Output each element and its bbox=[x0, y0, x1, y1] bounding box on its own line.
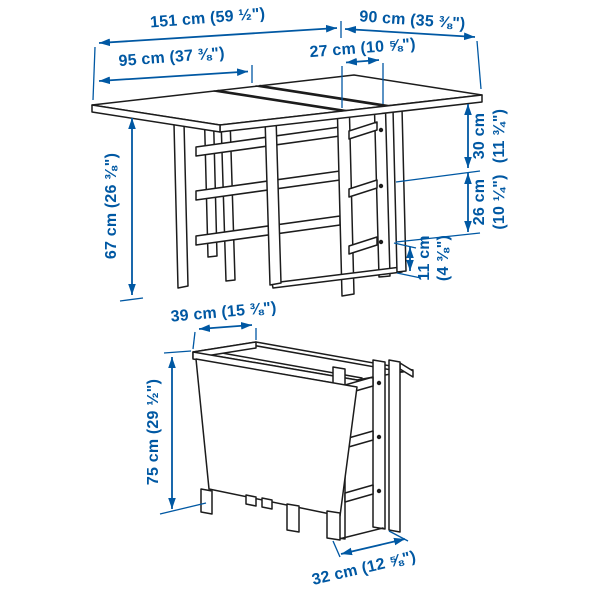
witness-line bbox=[164, 351, 191, 353]
dimension-label-30-line1: 30 cm bbox=[471, 112, 488, 160]
witness-line bbox=[160, 503, 206, 514]
extended-table-view bbox=[92, 6, 508, 301]
gate-leg bbox=[393, 108, 406, 272]
screw-dot bbox=[379, 184, 383, 188]
dimension-line-151 bbox=[99, 28, 337, 43]
dimension-label-39: 39 cm (15 ⅜") bbox=[169, 299, 278, 326]
dimension-label-90: 90 cm (35 ⅜") bbox=[358, 8, 466, 33]
witness-line bbox=[120, 298, 143, 301]
dimension-label-151: 151 cm (59 ½") bbox=[149, 5, 266, 32]
dimension-label-27: 27 cm (10 ⅝") bbox=[309, 35, 417, 62]
table-leg bbox=[201, 489, 212, 514]
screw-dot bbox=[377, 435, 381, 439]
table-leg bbox=[373, 360, 385, 529]
folded-table-drawing bbox=[193, 342, 413, 540]
dimension-label-95: 95 cm (37 ⅜") bbox=[118, 44, 226, 71]
folded-table-view bbox=[145, 299, 418, 588]
witness-line bbox=[389, 531, 408, 541]
folded-front-leaf bbox=[196, 359, 357, 516]
dimension-label-75: 75 cm (29 ½") bbox=[145, 378, 162, 486]
extended-table-dimensions bbox=[93, 6, 508, 301]
screw-dot bbox=[377, 381, 381, 385]
dimension-label-11-line1: 11 cm bbox=[416, 235, 433, 281]
screw-dot bbox=[377, 489, 381, 493]
dimension-line-27 bbox=[346, 60, 379, 63]
table-leg bbox=[327, 511, 340, 540]
witness-line bbox=[477, 41, 481, 89]
screw-dot bbox=[379, 128, 383, 132]
hinge-tab bbox=[246, 495, 256, 506]
dimension-label-30-line2: (11 ¾") bbox=[491, 108, 508, 164]
witness-line bbox=[333, 541, 340, 557]
gate-leg bbox=[174, 123, 188, 288]
dimension-label-26-line1: 26 cm bbox=[471, 178, 488, 226]
dimension-line-95 bbox=[99, 72, 248, 82]
connector-edge bbox=[400, 363, 413, 377]
bottom-rail bbox=[272, 267, 402, 288]
cross-rail bbox=[345, 485, 373, 502]
hinge-tab bbox=[262, 498, 272, 509]
dimension-label-11-line2: (4 ⅜") bbox=[435, 234, 452, 282]
cross-rail bbox=[349, 122, 377, 139]
dimension-label-32: 32 cm (12 ⅝") bbox=[310, 548, 418, 589]
table-leg bbox=[287, 504, 299, 532]
folded-far-leaf bbox=[389, 360, 400, 532]
dimension-label-67: 67 cm (26 ⅜") bbox=[103, 152, 120, 260]
dimension-label-26-line2: (10 ¼") bbox=[491, 174, 508, 230]
witness-line bbox=[193, 332, 195, 349]
cross-rail bbox=[349, 180, 377, 197]
witness-line bbox=[93, 47, 95, 100]
dimension-line-39 bbox=[199, 325, 252, 329]
screw-dot bbox=[379, 240, 383, 244]
